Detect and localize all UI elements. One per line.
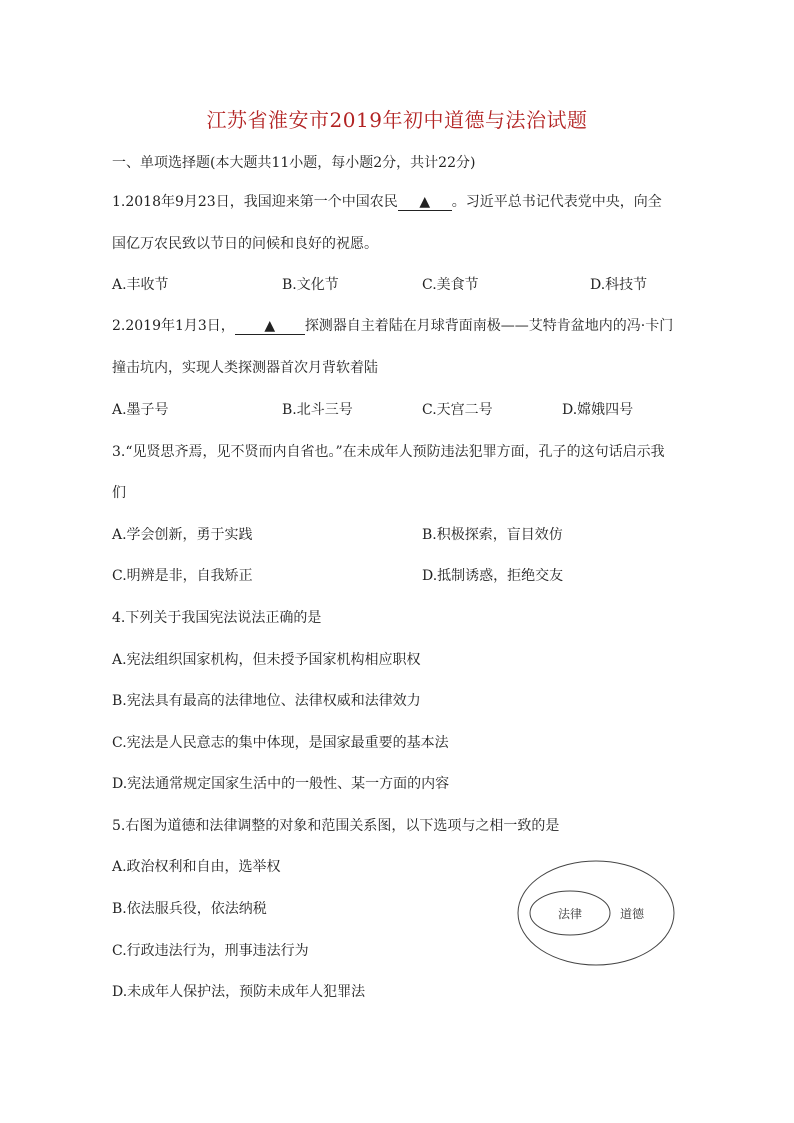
question-3-option-d: D.抵制诱惑，拒绝交友 <box>422 568 564 584</box>
question-5-option-a: A.政治权利和自由，选举权 <box>112 859 281 875</box>
law-label: 法律 <box>557 907 583 921</box>
question-4-option-a: A.宪法组织国家机构，但未授予国家机构相应职权 <box>112 652 421 668</box>
question-1-option-d: D.科技节 <box>590 277 648 293</box>
question-3-option-b: B.积极探索，盲目效仿 <box>422 527 563 543</box>
question-2-line-2: 撞击坑内，实现人类探测器首次月背软着陆 <box>112 360 378 376</box>
question-2-pre: 2.2019年1月3日， <box>112 318 235 334</box>
question-2-line-1 <box>112 317 673 335</box>
morality-label: 道德 <box>619 907 645 921</box>
question-2-option-a: A.墨子号 <box>112 402 169 418</box>
question-5-option-d: D.未成年人保护法，预防未成年人犯罪法 <box>112 984 366 1000</box>
question-4-option-b: B.宪法具有最高的法律地位、法律权威和法律效力 <box>112 693 421 709</box>
question-4-stem: 4.下列关于我国宪法说法正确的是 <box>112 610 322 626</box>
question-1-pre: 1.2018年9月23日，我国迎来第一个中国农民 <box>112 194 398 210</box>
question-5-stem: 5.右图为道德和法律调整的对象和范围关系图，以下选项与之相一致的是 <box>112 818 560 834</box>
question-1-line-1 <box>112 193 662 211</box>
question-1-option-c: C.美食节 <box>422 277 479 293</box>
question-3-option-c: C.明辨是非，自我矫正 <box>112 568 253 584</box>
question-5-option-c: C.行政违法行为，刑事违法行为 <box>112 943 309 959</box>
question-3-line-2: 们 <box>112 485 126 501</box>
question-1-line-2: 国亿万农民致以节日的问候和良好的祝愿。 <box>112 236 378 252</box>
law-morality-diagram <box>516 858 676 968</box>
question-3-line-1: 3.“见贤思齐焉，见不贤而内自省也。”在未成年人预防违法犯罪方面，孔子的这句话启示我 <box>112 444 665 460</box>
question-2-post: 探测器自主着陆在月球背面南极——艾特肯盆地内的冯·卡门 <box>304 318 674 334</box>
question-3-option-a: A.学会创新，勇于实践 <box>112 527 253 543</box>
question-1-blank: ▲ <box>398 194 452 211</box>
question-1-option-a: A.丰收节 <box>112 277 169 293</box>
question-4-option-c: C.宪法是人民意志的集中体现，是国家最重要的基本法 <box>112 735 449 751</box>
question-2-blank: ▲ <box>235 318 305 335</box>
section-heading: 一、单项选择题(本大题共11小题，每小题2分，共计22分) <box>112 155 476 171</box>
question-5-option-b: B.依法服兵役，依法纳税 <box>112 901 267 917</box>
exam-title: 江苏省淮安市2019年初中道德与法治试题 <box>206 108 588 132</box>
question-4-option-d: D.宪法通常规定国家生活中的一般性、某一方面的内容 <box>112 776 450 792</box>
question-2-option-c: C.天宫二号 <box>422 402 493 418</box>
question-1-post: 。习近平总书记代表党中央，向全 <box>451 194 662 210</box>
question-2-option-d: D.嫦娥四号 <box>562 402 634 418</box>
morality-outer-ellipse <box>518 861 674 965</box>
question-1-option-b: B.文化节 <box>282 277 339 293</box>
question-2-option-b: B.北斗三号 <box>282 402 353 418</box>
